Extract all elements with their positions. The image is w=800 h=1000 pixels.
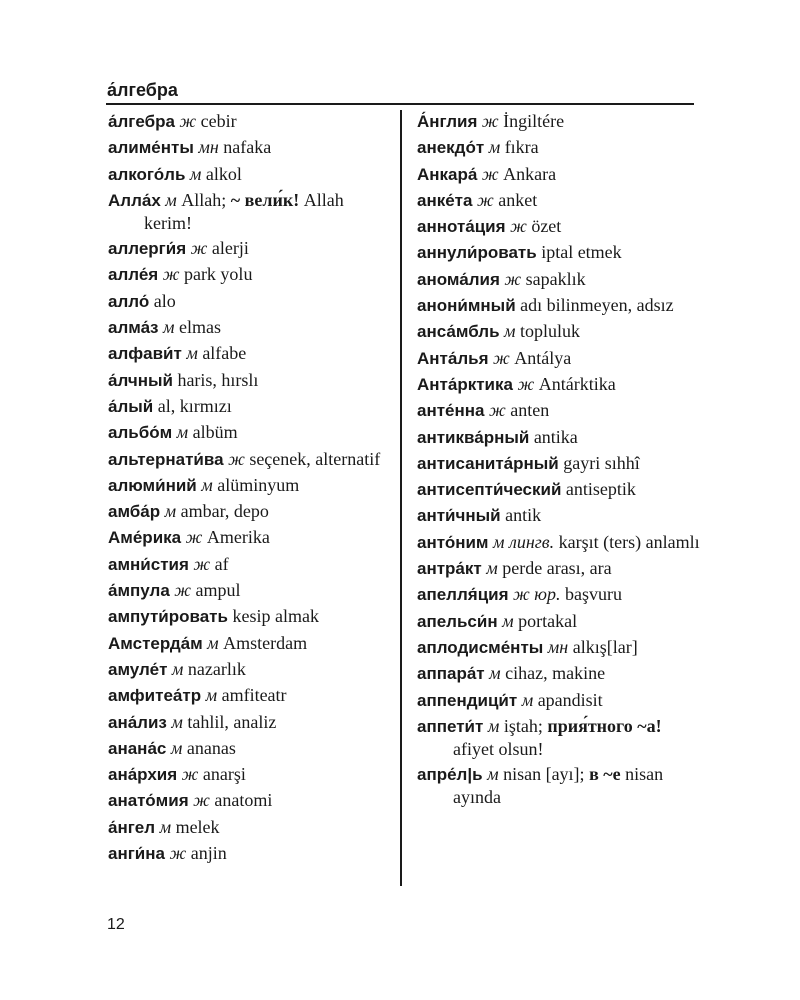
headword: аллерги́я bbox=[108, 239, 187, 259]
grammar-label: м лингв. bbox=[493, 531, 555, 552]
headword: анони́мный bbox=[417, 296, 516, 316]
headword: алма́з bbox=[108, 318, 159, 338]
translation: albüm bbox=[192, 422, 238, 443]
translation: iptal etmek bbox=[541, 242, 622, 263]
dictionary-entry bbox=[417, 241, 702, 264]
dictionary-entry bbox=[108, 110, 393, 133]
translation: anket bbox=[498, 189, 538, 210]
translation: anjin bbox=[190, 843, 227, 864]
translation: ampul bbox=[195, 580, 241, 601]
grammar-label: ж bbox=[228, 448, 245, 469]
headword: амба́р bbox=[108, 502, 161, 522]
grammar-label: м bbox=[165, 189, 177, 210]
translation: alüminyum bbox=[217, 474, 300, 495]
grammar-label: ж bbox=[193, 790, 210, 811]
headword: алюми́ний bbox=[108, 475, 197, 495]
dictionary-entry bbox=[108, 579, 393, 602]
dictionary-entry bbox=[108, 737, 393, 760]
grammar-label: м bbox=[488, 137, 501, 158]
translation: perde arası, ara bbox=[502, 558, 612, 579]
translation: karşıt (ters) anlamlı bbox=[558, 531, 700, 552]
grammar-label: ж bbox=[481, 163, 499, 184]
dictionary-entry bbox=[108, 605, 393, 628]
headword: аппендици́т bbox=[417, 690, 518, 710]
dictionary-entry bbox=[108, 711, 393, 734]
translation: tahlil, analiz bbox=[187, 711, 277, 732]
example-phrase: прия́тного ~а! bbox=[547, 715, 662, 736]
dictionary-entry bbox=[108, 632, 393, 655]
grammar-label: м bbox=[486, 558, 498, 579]
grammar-label: м bbox=[207, 632, 219, 653]
translation: adı bilinmeyen, adsız bbox=[520, 295, 674, 316]
translation: Allah; bbox=[181, 189, 227, 210]
translation: nazarlık bbox=[187, 658, 246, 679]
dictionary-entry bbox=[417, 110, 702, 133]
headword: амни́стия bbox=[108, 554, 189, 574]
dictionary-entry bbox=[417, 136, 702, 159]
grammar-label: ж bbox=[517, 373, 535, 394]
translation: kesip almak bbox=[232, 606, 319, 627]
headword: альбо́м bbox=[108, 423, 173, 443]
dictionary-entry bbox=[108, 842, 393, 865]
headword: Анта́лья bbox=[417, 348, 489, 368]
dictionary-entry bbox=[417, 715, 702, 760]
translation: fıkra bbox=[504, 137, 539, 158]
headword: алле́я bbox=[108, 265, 159, 285]
headword: анке́та bbox=[417, 190, 473, 210]
headword: анекдо́т bbox=[417, 138, 485, 158]
translation: alkol bbox=[205, 163, 242, 184]
translation: cebir bbox=[200, 111, 237, 131]
translation: anten bbox=[510, 400, 550, 421]
headword: алиме́нты bbox=[108, 138, 194, 158]
dictionary-entry bbox=[417, 689, 702, 712]
dictionary-entry bbox=[108, 395, 393, 418]
headword: антисанита́рный bbox=[417, 453, 559, 473]
translation: gayri sıhhî bbox=[563, 452, 640, 473]
translation: Amerika bbox=[206, 527, 270, 548]
headword: ана́лиз bbox=[108, 712, 167, 732]
headword: ана́рхия bbox=[108, 765, 178, 785]
dictionary-entry bbox=[108, 553, 393, 576]
dictionary-entry bbox=[417, 763, 702, 808]
translation: antiseptik bbox=[565, 479, 636, 500]
grammar-label: ж bbox=[510, 216, 527, 237]
grammar-label: м bbox=[487, 764, 499, 785]
translation: nisan [ayı]; bbox=[503, 764, 585, 785]
grammar-label: м bbox=[159, 816, 172, 837]
headword: аннули́ровать bbox=[417, 243, 537, 263]
headword: анги́на bbox=[108, 844, 165, 864]
translation: park yolu bbox=[183, 264, 253, 285]
headword: ампути́ровать bbox=[108, 607, 228, 627]
grammar-label: м bbox=[164, 501, 177, 522]
translation: alfabe bbox=[202, 343, 247, 364]
right-column bbox=[417, 110, 702, 811]
headword: анса́мбль bbox=[417, 322, 500, 342]
dictionary-entry bbox=[417, 163, 702, 186]
translation: antik bbox=[505, 505, 542, 526]
headword: апельси́н bbox=[417, 611, 498, 631]
headword: антиква́рный bbox=[417, 427, 530, 447]
grammar-label: ж bbox=[179, 111, 197, 131]
headword: альтернати́ва bbox=[108, 449, 224, 469]
header-rule bbox=[106, 103, 694, 105]
dictionary-entry bbox=[417, 504, 702, 527]
grammar-label: ж bbox=[162, 264, 180, 285]
grammar-label: м bbox=[521, 689, 534, 710]
translation: amfiteatr bbox=[221, 685, 287, 706]
grammar-label: м bbox=[186, 343, 198, 364]
translation: alkış[lar] bbox=[572, 636, 638, 657]
headword: Анта́рктика bbox=[417, 374, 513, 394]
translation: Antálya bbox=[514, 347, 572, 368]
grammar-label: м bbox=[487, 715, 500, 736]
headword: антисепти́ческий bbox=[417, 480, 562, 500]
dictionary-entry bbox=[108, 290, 393, 313]
headword: антра́кт bbox=[417, 559, 482, 579]
headword: алфави́т bbox=[108, 344, 182, 364]
headword: анома́лия bbox=[417, 269, 500, 289]
translation: ananas bbox=[186, 737, 236, 758]
grammar-label: ж bbox=[193, 553, 211, 574]
translation: ambar, depo bbox=[180, 501, 269, 522]
headword: анти́чный bbox=[417, 506, 501, 526]
translation: özet bbox=[531, 216, 562, 237]
translation: antika bbox=[533, 426, 578, 447]
grammar-label: мн bbox=[547, 636, 569, 657]
dictionary-entry bbox=[108, 421, 393, 444]
grammar-label: ж bbox=[190, 238, 208, 259]
dictionary-entry bbox=[417, 531, 702, 554]
column-divider bbox=[400, 110, 402, 886]
headword: аппара́т bbox=[417, 664, 485, 684]
headword: а́лый bbox=[108, 396, 154, 416]
dictionary-entry bbox=[417, 320, 702, 343]
translation: topluluk bbox=[520, 321, 581, 342]
headword: а́лчный bbox=[108, 370, 173, 390]
dictionary-entry bbox=[108, 369, 393, 392]
dictionary-entry bbox=[417, 662, 702, 685]
dictionary-entry bbox=[417, 294, 702, 317]
translation: af bbox=[214, 553, 229, 574]
headword: анато́мия bbox=[108, 791, 189, 811]
grammar-label: ж bbox=[181, 764, 199, 785]
translation: anatomi bbox=[214, 790, 273, 811]
headword: а́нгел bbox=[108, 817, 156, 837]
translation: alerji bbox=[211, 238, 249, 259]
headword: амфитеа́тр bbox=[108, 686, 202, 706]
grammar-label: ж bbox=[504, 268, 522, 289]
dictionary-entry bbox=[108, 474, 393, 497]
example-translation: nisan ayında bbox=[453, 764, 664, 808]
grammar-label: ж bbox=[481, 111, 499, 131]
grammar-label: м bbox=[176, 422, 189, 443]
grammar-label: м bbox=[201, 474, 213, 495]
translation: başvuru bbox=[564, 584, 622, 605]
translation: haris, hırslı bbox=[177, 369, 259, 390]
grammar-label: м bbox=[489, 663, 501, 684]
dictionary-entry bbox=[417, 347, 702, 370]
example-phrase: ~ вели́к! bbox=[230, 189, 300, 210]
grammar-label: м bbox=[502, 610, 514, 631]
translation: portakal bbox=[518, 610, 578, 631]
headword: Амстерда́м bbox=[108, 633, 203, 653]
grammar-label: ж bbox=[489, 400, 506, 421]
dictionary-entry bbox=[108, 763, 393, 786]
dictionary-entry bbox=[417, 583, 702, 606]
dictionary-entry bbox=[417, 399, 702, 422]
page-number: 12 bbox=[107, 916, 125, 933]
grammar-label: м bbox=[189, 163, 202, 184]
translation: nafaka bbox=[223, 137, 272, 158]
translation: melek bbox=[175, 816, 220, 837]
translation: iştah; bbox=[503, 715, 543, 736]
translation: alo bbox=[153, 290, 176, 311]
dictionary-entry bbox=[417, 610, 702, 633]
dictionary-entry bbox=[417, 452, 702, 475]
grammar-label: ж юр. bbox=[513, 584, 561, 605]
dictionary-entry bbox=[417, 426, 702, 449]
headword: а́мпула bbox=[108, 581, 170, 601]
dictionary-entry bbox=[108, 316, 393, 339]
grammar-label: м bbox=[205, 685, 218, 706]
dictionary-entry bbox=[417, 478, 702, 501]
translation: Amsterdam bbox=[223, 632, 308, 653]
example-phrase: в ~е bbox=[589, 764, 621, 785]
translation: cihaz, makine bbox=[505, 663, 606, 684]
grammar-label: мн bbox=[198, 137, 219, 158]
headword: апре́л|ь bbox=[417, 765, 483, 785]
dictionary-entry bbox=[108, 684, 393, 707]
headword: аплодисме́нты bbox=[417, 637, 544, 657]
dictionary-entry bbox=[417, 557, 702, 580]
headword: амуле́т bbox=[108, 659, 168, 679]
dictionary-entry bbox=[108, 136, 393, 159]
dictionary-entry bbox=[417, 268, 702, 291]
dictionary-entry bbox=[417, 215, 702, 238]
headword: анана́с bbox=[108, 738, 167, 758]
dictionary-entry bbox=[108, 526, 393, 549]
translation: sapaklık bbox=[525, 268, 586, 289]
translation: apandisit bbox=[537, 689, 603, 710]
grammar-label: м bbox=[170, 737, 183, 758]
translation: İngiltére bbox=[503, 111, 565, 131]
translation: seçenek, alternatif bbox=[249, 448, 381, 469]
grammar-label: ж bbox=[185, 527, 203, 548]
translation: Ankara bbox=[503, 163, 557, 184]
headword: А́нглия bbox=[417, 112, 478, 131]
translation: anarşi bbox=[202, 764, 246, 785]
headword: Анкара́ bbox=[417, 164, 478, 184]
dictionary-entry bbox=[417, 189, 702, 212]
grammar-label: м bbox=[171, 658, 184, 679]
left-column bbox=[108, 110, 393, 868]
dictionary-entry bbox=[108, 500, 393, 523]
translation: al, kırmızı bbox=[157, 395, 232, 416]
grammar-label: м bbox=[163, 317, 175, 338]
translation: Antárktika bbox=[538, 373, 616, 394]
headword: анто́ним bbox=[417, 532, 489, 552]
headword: алло́ bbox=[108, 291, 150, 311]
headword: апелля́ция bbox=[417, 585, 509, 605]
example-translation: afiyet olsun! bbox=[453, 738, 544, 759]
dictionary-entry bbox=[108, 263, 393, 286]
grammar-label: ж bbox=[169, 843, 187, 864]
headword: аннота́ция bbox=[417, 217, 506, 237]
headword: Аме́рика bbox=[108, 528, 182, 548]
running-head: а́лгебра bbox=[107, 80, 178, 100]
dictionary-entry bbox=[108, 816, 393, 839]
dictionary-entry bbox=[108, 237, 393, 260]
dictionary-entry bbox=[108, 163, 393, 186]
dictionary-entry bbox=[417, 373, 702, 396]
dictionary-entry bbox=[108, 658, 393, 681]
dictionary-entry bbox=[108, 789, 393, 812]
dictionary-entry bbox=[108, 448, 393, 471]
headword: алкого́ль bbox=[108, 164, 186, 184]
grammar-label: ж bbox=[493, 347, 510, 368]
headword: анте́нна bbox=[417, 401, 485, 421]
grammar-label: ж bbox=[476, 189, 494, 210]
grammar-label: ж bbox=[174, 580, 192, 601]
dictionary-entry bbox=[417, 636, 702, 659]
dictionary-entry bbox=[108, 189, 393, 234]
grammar-label: м bbox=[171, 711, 183, 732]
headword: а́лгебра bbox=[108, 112, 175, 131]
headword: Алла́х bbox=[108, 190, 161, 210]
translation: elmas bbox=[179, 317, 222, 338]
grammar-label: м bbox=[504, 321, 516, 342]
headword: аппети́т bbox=[417, 716, 484, 736]
example-translation: Allah kerim! bbox=[144, 189, 344, 233]
dictionary-entry bbox=[108, 342, 393, 365]
